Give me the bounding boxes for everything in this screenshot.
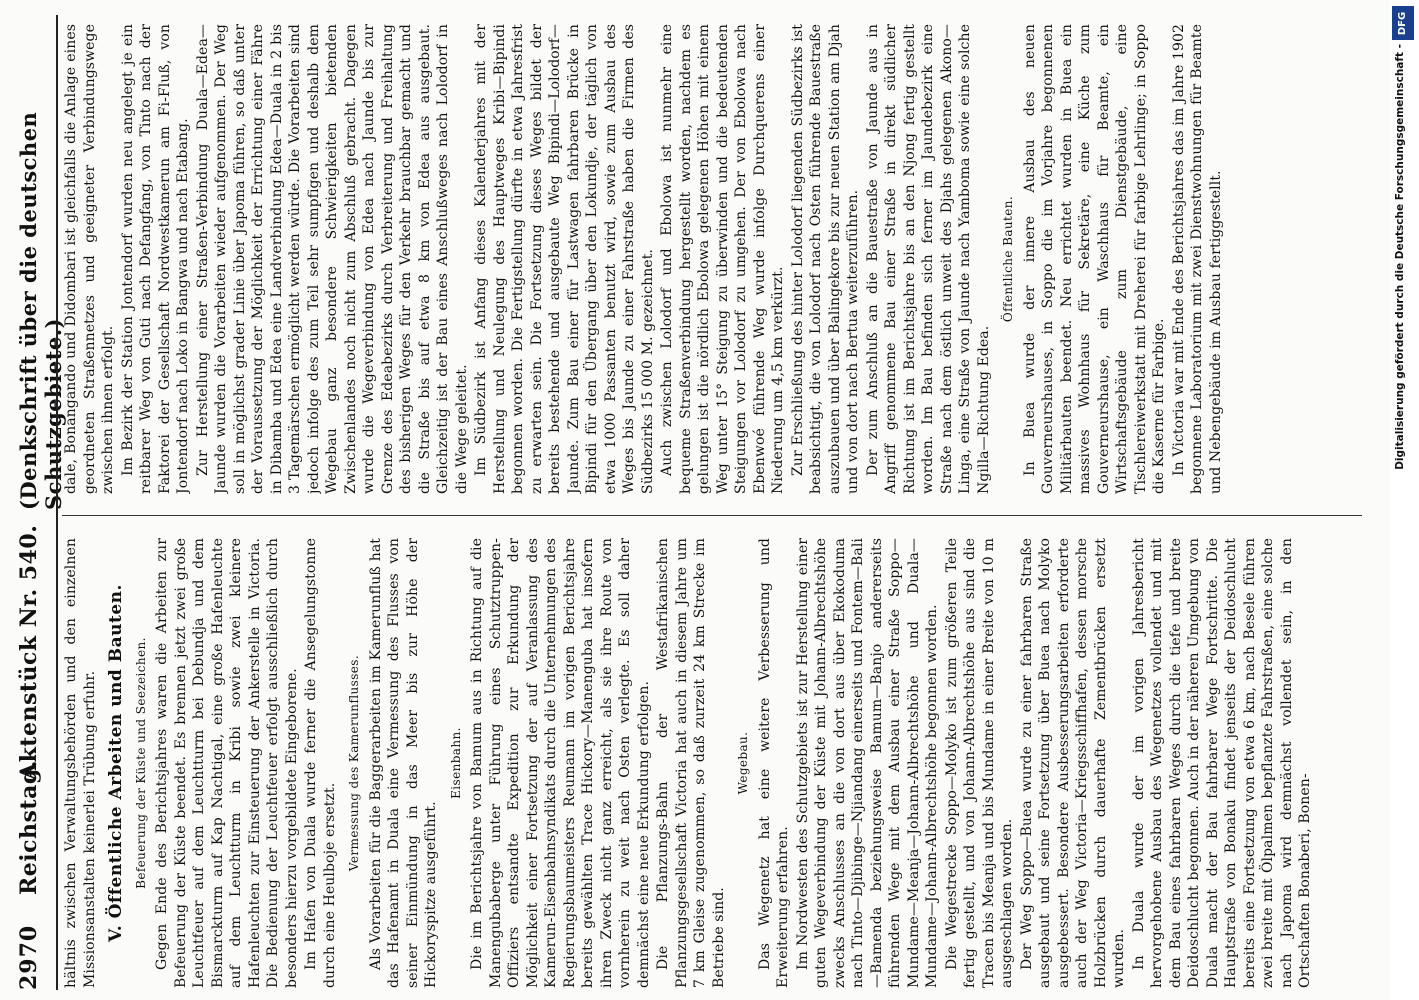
paragraph: Das Wegenetz hat eine weitere Verbesserung und Erweiterung erfahren.	[756, 538, 791, 988]
paragraph: Die Pflanzungs-Bahn der Westafrikanischen Pflanzungsgesellschaft Victoria hat auch in diesem Jahre um 7 km Gleise zugenommen, so daß zurzeit 24 km Strecke im Betriebe sind.	[655, 538, 727, 988]
page-header	[12, 10, 66, 990]
paragraph: In Victoria war mit Ende des Berichtsjahres das im Jahre 1902 begonnene Laboratorium mit zwei Dienstwohnungen für Beamte und Nebengebäude im Ausbau fertiggestellt.	[1170, 24, 1224, 494]
paragraph: Der zum Anschluß an die Bauestraße von Jaunde aus in Angriff genommene Bau einer Straße in direkt südlicher Richtung ist im Berichtsjahre bis an den Njong fertig gestellt worden. Im Bau befinden sich ferner im Jaundebezirk eine Straße nach dem östlich unweit des Djahs gelegenen Akono—Linga, eine Straße von Jaunde nach Yamboma sowie eine solche Ngilla—Richtung Edea.	[864, 24, 992, 494]
subheading-wegebau: Wegebau.	[736, 731, 750, 795]
column-divider	[62, 515, 1362, 516]
paragraph: Zur Herstellung einer Straßen-Verbindung Duala—Edea—Jaunde wurden die Vorarbeiten wieder aufgenommen. Der Weg soll in möglichst grader Linie über Japoma führen, so daß unter der Voraussetzung der Möglichkeit der Errichtung einer Fähre in Dibamba und Edea eine Landverbindung Edea—Duala in 2 bis 3 Tagemärschen ermöglicht werden würde. Die Vorarbeiten sind jedoch infolge des zum Teil sehr sumpfigen und deshalb dem Wegebau ganz besondere Schwierigkeiten bietenden Zwischenlandes noch nicht zum Abschluß gebracht. Dagegen wurde die Wegeverbindung von Edea nach Jaunde bis zur Grenze des Edeabezirks durch Verbreiterung und Freihaltung des bisherigen Weges für den Verkehr brauchbar gemacht und die Straße bis auf etwa 8 km von Edea aus ausgebaut. Gleichzeitig ist der Bau eines Anschlußweges nach Lolodorf in die Wege geleitet.	[194, 24, 470, 494]
paragraph: dale, Bonangando und Didombari ist gleichfalls die Anlage eines geordneten Straßennetzes und geeigneter Verbindungswege zwischen ihnen erfolgt.	[63, 24, 116, 494]
paragraph: Im Bezirk der Station Jontendorf wurden neu angelegt je ein reitbarer Weg von Guti nach Defangfang, von Tinto nach der Faktorei der Gesellschaft Nordwestkamerun am Fi-Fluß, von Jontendorf nach Loko in Bangwa und nach Etabang.	[119, 24, 191, 494]
text-column-right	[62, 24, 1372, 494]
header-reichstag: Reichstag.	[16, 760, 42, 895]
header-denkschrift: (Denkschrift über die deutschen Schutzgebiete.)	[16, 111, 66, 510]
credit-text: Digitalisierung gefördert durch die Deutsche Forschungsgemeinschaft -	[1394, 44, 1406, 470]
subheading-bauten: Öffentliche Bauten.	[1001, 195, 1015, 323]
digitization-credit	[1394, 44, 1412, 944]
paragraph: Auch zwischen Lolodorf und Ebolowa ist nunmehr eine bequeme Straßenverbindung hergestellt worden, nachdem es gelungen ist die nördlich Ebolowa gelegenen Höhen mit einem Weg unter 15° Steigung zu überwinden und die bedeutenden Steigungen vor Lolodorf zu umgehen. Der von Ebolowa nach Ebenwoé führende Weg wurde infolge Durchquerens einer Niederung um 4,5 km verkürzt.	[659, 24, 786, 494]
header-aktenstueck: Aktenstück Nr. 540.	[16, 524, 42, 780]
page-number: 2970	[16, 924, 42, 990]
subheading-vermessung: Vermessung des Kamerunflusses.	[347, 654, 361, 872]
paragraph: Gegen Ende des Berichtsjahres waren die Arbeiten zur Befeuerung der Küste beendet. Es brennen jetzt zwei große Leuchtfeuer auf dem Leuchtturm bei Debundja und dem Bismarckturm auf Kap Nachtigal, eine große Hafenleuchte auf dem Leuchtturm in Kribi sowie zwei kleinere Hafenleuchten zur Einsteuerung der Ankerstelle in Victoria. Die Bedienung der Leuchtfeuer erfolgt ausschließlich durch besonders hierzu vorgebildete Eingeborene.	[154, 538, 300, 988]
paragraph: Im Hafen von Duala wurde ferner die Ansegelungstonne durch eine Heulboje ersetzt.	[303, 538, 338, 988]
paragraph: Die im Berichtsjahre von Bamum aus in Richtung auf die Manengubaberge unter Führung eines Schutztruppen-Offiziers entsandte Expedition zur Erkundung der Möglichkeit einer Fortsetzung der auf Veranlassung des Kamerun-Eisenbahnsyndikats durch die Unternehmungen des Regierungsbaumeisters Reumann im vorigen Berichtsjahre bereits gewählten Trace Hickory—Manenguba hat insofern ihren Zweck nicht ganz erreicht, als sie ihre Route von vornherein zu weit nach Osten verlegte. Es soll daher demnächst eine neue Erkundung erfolgen.	[469, 538, 652, 988]
dfg-logo	[1392, 6, 1414, 40]
dfg-logo-text: DFG	[1397, 11, 1409, 35]
paragraph: Der Weg Soppo—Buea wurde zu einer fahrbaren Straße ausgebaut und seine Fortsetzung über Buea nach Molyko ausgebessert. Besondere Ausbesserungsarbeiten erforderte auch der Weg Victoria—Kriegsschiffhafen, dessen morsche Holzbrücken durch dauerhafte Zementbrücken ersetzt wurden.	[1018, 538, 1127, 988]
paragraph: Die Wegestrecke Soppo—Molyko ist zum größeren Teile fertig gestellt, und von Johann-Albrechtshöhe aus sind die Tracen bis Meanja und bis Mundame in einer Breite von 10 m ausgeschlagen worden.	[943, 538, 1015, 988]
paragraph: In Buea wurde der innere Ausbau des neuen Gouverneurshauses, in Soppo die im Vorjahre begonnenen Militärbauten beendet. Neu errichtet wurden in Buea ein massives Wohnhaus für Sekretäre, eine Küche zum Gouverneurshause, ein Waschhaus für Beamte, ein Wirtschaftsgebäude zum Dienstgebäude, eine Tischlereiwerkstatt mit Dreherei für farbige Lehrlinge; in Soppo die Kaserne für Farbige.	[1021, 24, 1167, 494]
section-title: V. Öffentliche Arbeiten und Bauten.	[106, 584, 126, 942]
subheading-eisenbahn: Eisenbahn.	[448, 727, 463, 799]
paragraph: Als Vorarbeiten für die Baggerarbeiten im Kamerunfluß hat das Hafenamt in Duala eine Vermessung des Flusses von seiner Einmündung in das Meer bis zur Höhe der Hickoryspitze ausgeführt.	[367, 538, 439, 988]
paragraph: Im Nordwesten des Schutzgebiets ist zur Herstellung einer guten Wegeverbindung der Küste mit Johann-Albrechtshöhe zwecks Anschlusses an die von dort aus über Ekokoduma nach Tinto—Djibinge—Njiandang einerseits und Fontem—Bali—Bamenda beziehungsweise Bamum—Banjo andererseits führenden Wege mit dem Ausbau einer Straße Soppo—Mundame—Meanja—Johann-Albrechtshöhe und Duala—Mundame—Johann-Albrechtshöhe begonnen worden.	[794, 538, 940, 988]
paragraph: In Duala wurde der im vorigen Jahresbericht hervorgehobene Ausbau des Wegenetzes vollendet und mit dem Bau eines fahrbaren Weges durch die tiefe und breite Deidoschlucht begonnen. Auch in der näheren Umgebung von Duala macht der Bau fahrbarer Wege Fortschritte. Die Hauptstraße von Bonaku findet jenseits der Deidoschlucht bereits eine Fortsetzung von etwa 6 km, nach Besele führen zwei breite mit Ölpalmen bepflanzte Fahrstraßen, eine solche nach Japoma wird demnächst vollendet sein, in den Ortschaften Bonaberi, Bonen-	[1130, 538, 1313, 988]
subheading-befeuerung: Befeuerung der Küste und Seezeichen.	[133, 637, 148, 889]
paragraph: Im Südbezirk ist Anfang dieses Kalenderjahres mit der Herstellung und Neulegung des Hauptweges Kribi—Bipindi begonnen worden. Die Fertigstellung dürfte in etwa Jahresfrist zu erwarten sein. Die Fortsetzung dieses Weges bildet der bereits bestehende und ausgebaute Weg Bipindi—Lolodorf—Jaunde. Zum Bau einer für Lastwagen fahrbaren Brücke in Bipindi für den Übergang über den Lokundje, der täglich von etwa 1000 Passanten benutzt wird, sowie zum Ausbau des Weges bis Jaunde zu einer Fahrstraße haben die Firmen des Südbezirks 15 000 M. gezeichnet.	[473, 24, 656, 494]
paragraph: hältnis zwischen Verwaltungsbehörden und den einzelnen Missionsanstalten keinerlei Trübung erfuhr.	[63, 538, 98, 988]
text-column-left	[62, 538, 1372, 988]
header-rule	[56, 15, 58, 990]
paragraph: Zur Erschließung des hinter Lolodorf liegenden Südbezirks ist beabsichtigt, die von Lolodorf nach Osten führende Bauestraße auszubauen und über Balingekore bis zur neuen Station am Djah und von dort nach Bertua weiterzuführen.	[789, 24, 861, 494]
